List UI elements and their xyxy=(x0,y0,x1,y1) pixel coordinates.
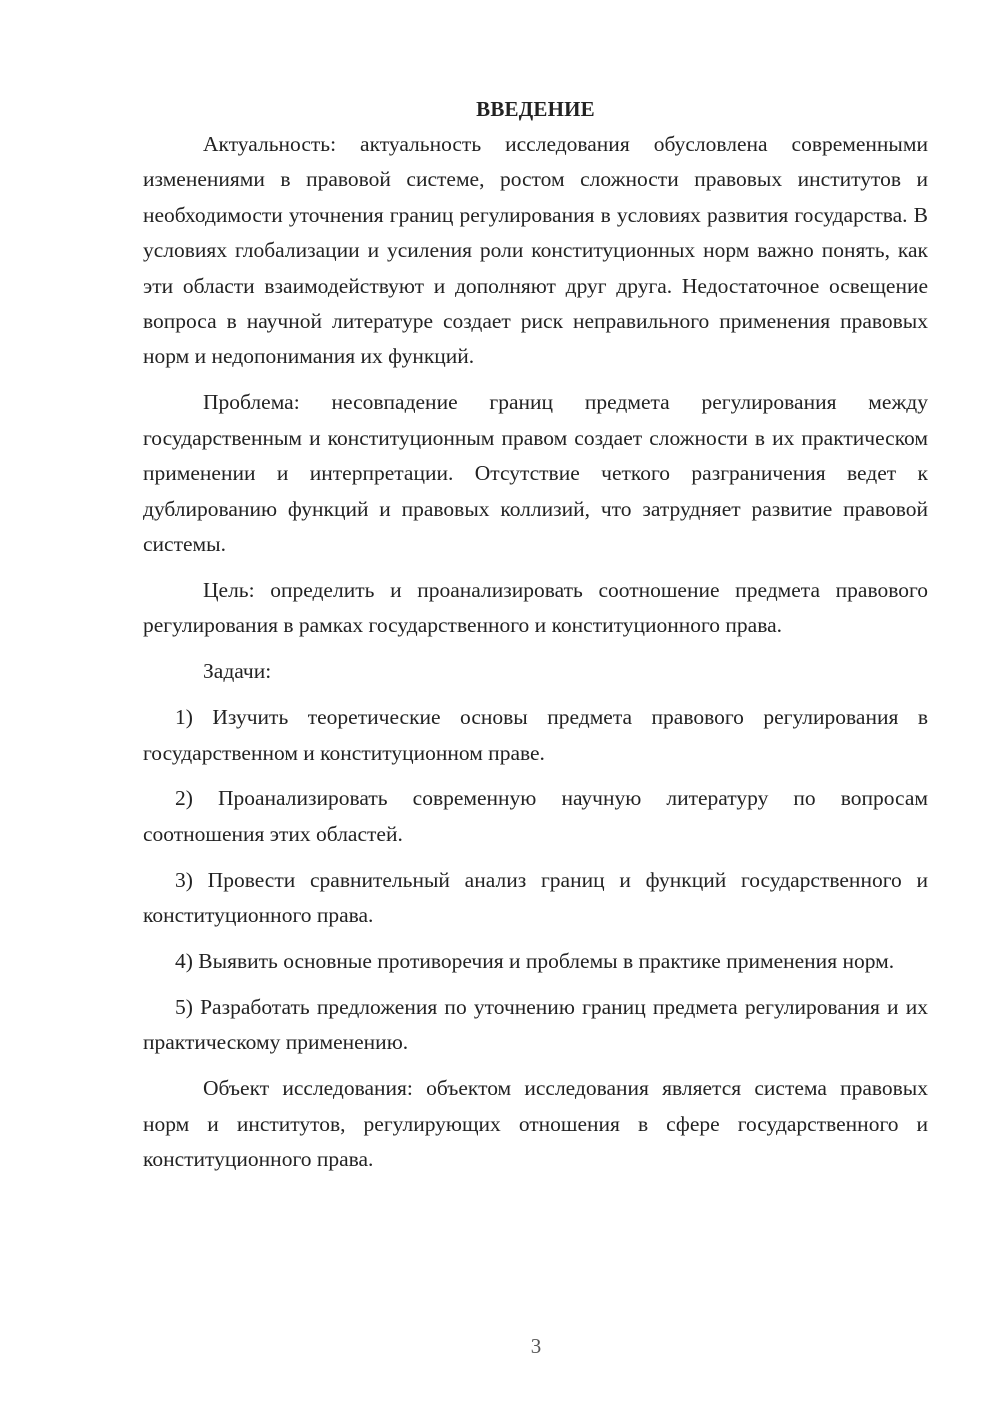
task-item: 5) Разработать предложения по уточнению границ предмета регулирования и их практическому применению. xyxy=(143,994,928,1055)
tasks-heading: Задачи: xyxy=(203,659,272,684)
task-item: 4) Выявить основные противоречия и проблемы в практике применения норм. xyxy=(175,949,895,974)
goal-paragraph: Цель: определить и проанализировать соотношение предмета правового регулирования в рамках государственного и конституционного права. xyxy=(143,577,928,638)
object-paragraph: Объект исследования: объектом исследования является система правовых норм и институтов, регулирующих отношения в сфере государственного и конституционного права. xyxy=(143,1076,928,1172)
relevance-paragraph: Актуальность: актуальность исследования обусловлена современными изменениями в правовой системе, ростом сложности правовых институтов и необходимости уточнения границ регулирования в условиях развития государства. В условиях глобализации и усиления роли конституционных норм важно понять, как эти области взаимодействуют и дополняют друг друга. Недостаточное освещение вопроса в научной литературе создает риск неправильного применения правовых норм и недопонимания их функций. xyxy=(143,132,928,369)
task-item: 1) Изучить теоретические основы предмета правового регулирования в государственном и конституционном праве. xyxy=(143,705,928,765)
page-number: 3 xyxy=(530,1334,542,1358)
page-content xyxy=(143,92,928,1177)
task-item: 3) Провести сравнительный анализ границ и функций государственного и конституционного права. xyxy=(143,867,928,928)
problem-paragraph: Проблема: несовпадение границ предмета регулирования между государственным и конституционным правом создает сложности в их практическом применении и интерпретации. Отсутствие четкого разграничения ведет к дублированию функций и правовых коллизий, что затрудняет развитие правовой системы. xyxy=(143,390,928,556)
task-item: 2) Проанализировать современную научную литературу по вопросам соотношения этих областей. xyxy=(143,786,928,846)
section-title: ВВЕДЕНИЕ xyxy=(476,97,595,121)
